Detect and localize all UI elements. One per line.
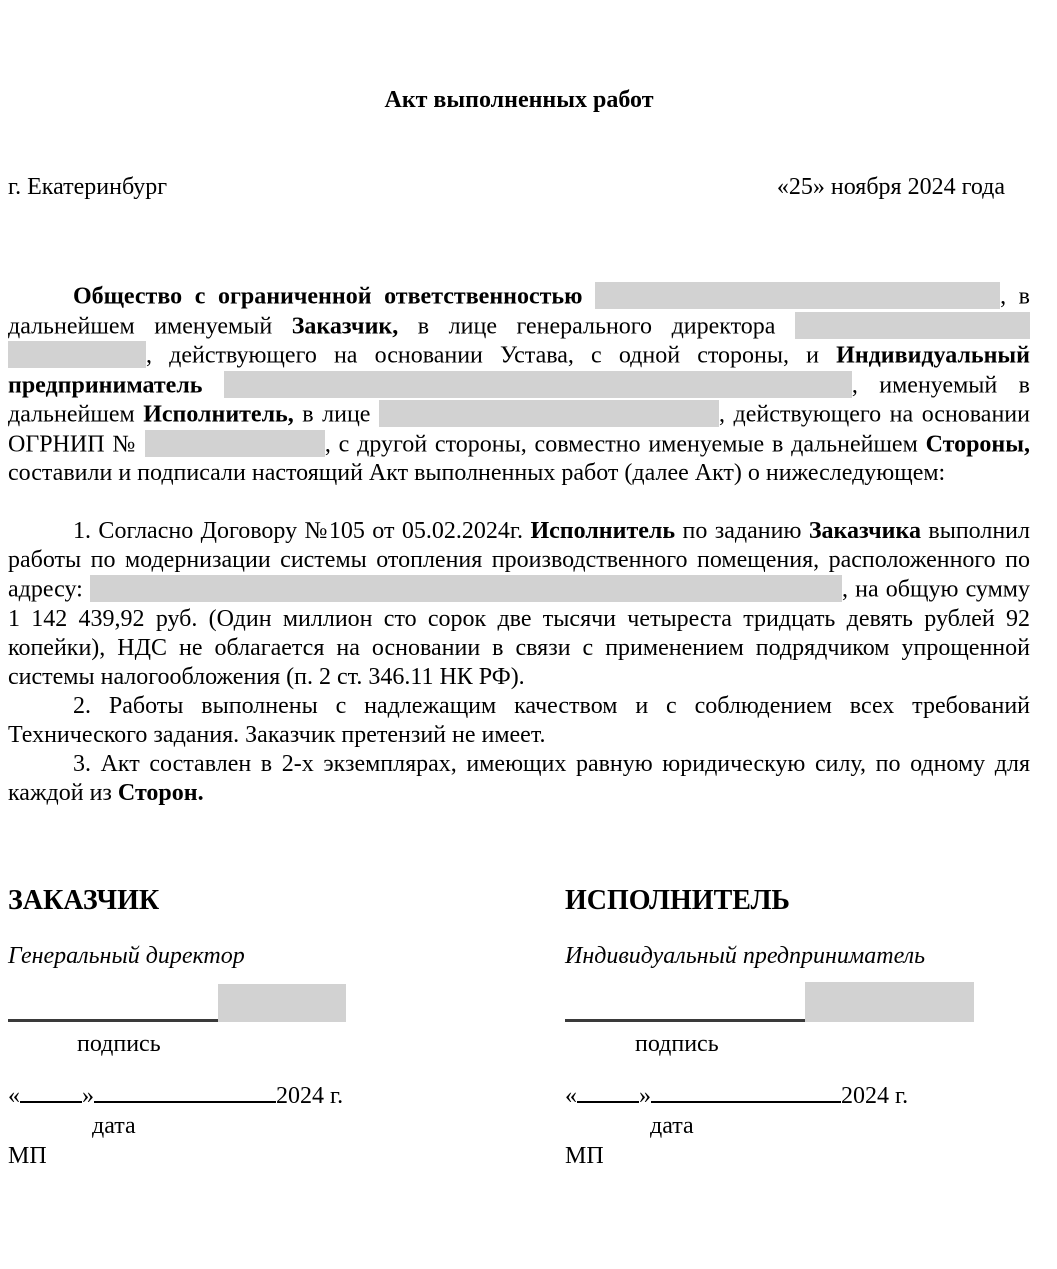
bold-text-run: Заказчика [808, 518, 921, 544]
text-run: в лице генерального директора [398, 313, 795, 339]
contractor-signature-line [565, 1019, 805, 1022]
contractor-month-blank [651, 1100, 841, 1103]
quote-close: » [639, 1082, 651, 1109]
text-run: 1. Согласно Договору №105 от 05.02.2024г. [73, 518, 531, 544]
text-run: 3. Акт составлен в 2-х экземплярах, имеющих равную юридическую силу, по одному для каждой из [8, 750, 1030, 806]
document-date: «25» ноября 2024 года [776, 174, 1005, 200]
customer-signature-block [8, 884, 565, 1171]
customer-sign-caption: подпись [77, 1030, 161, 1057]
document-city: г. Екатеринбург [8, 174, 168, 200]
customer-date-row [8, 1082, 565, 1111]
customer-day-blank [20, 1100, 82, 1103]
customer-signature-line [8, 1019, 218, 1022]
contractor-date-row [565, 1082, 1030, 1111]
contractor-heading: ИСПОЛНИТЕЛЬ [565, 884, 790, 916]
contractor-date-caption: дата [650, 1112, 694, 1139]
bold-text-run: Индивидуальный предприниматель [8, 342, 1030, 398]
quote-open: « [8, 1082, 20, 1109]
document-title: Акт выполненных работ [384, 87, 654, 113]
redacted-director-name-1 [795, 312, 1030, 339]
redacted-entrepreneur-name [224, 371, 852, 398]
bold-text-run: Исполнитель [530, 518, 676, 544]
text-run: составили и подписали настоящий Акт выполненных работ (далее Акт) о нижеследующем: [8, 460, 946, 486]
city-date-row [8, 173, 1030, 202]
contractor-role: Индивидуальный предприниматель [565, 942, 926, 969]
contractor-day-blank [577, 1100, 639, 1103]
contractor-sign-caption: подпись [635, 1030, 719, 1057]
item-1-paragraph [8, 517, 1030, 692]
item-2-paragraph [8, 692, 1030, 750]
quote-open: « [565, 1082, 577, 1109]
text-run: в лице [293, 401, 379, 428]
bold-text-run: Сторон. [117, 779, 204, 806]
text-run: по заданию [675, 518, 809, 544]
customer-heading: ЗАКАЗЧИК [8, 884, 160, 916]
numbered-items [8, 517, 1030, 808]
contractor-signature-block [565, 884, 1030, 1171]
text-run: , в дальнейшем именуемый [8, 283, 1030, 339]
text-run: , именуемый в дальнейшем [8, 372, 1030, 428]
contractor-signature-row [565, 982, 1030, 1022]
text-run: выполнил работы по модернизации системы отопления производственного помещения, расположенного по адресу: [8, 518, 1030, 603]
customer-stamp-label: МП [8, 1142, 47, 1169]
bold-text-run: Заказчик, [291, 313, 399, 339]
redacted-customer-signature [218, 984, 346, 1022]
redacted-address [90, 575, 842, 602]
customer-role: Генеральный директор [8, 942, 245, 969]
redacted-representative-name [379, 400, 719, 427]
redacted-ogrnip-number [145, 430, 325, 457]
signature-section [8, 884, 1030, 1171]
bold-text-run: Исполнитель, [143, 401, 294, 428]
intro-paragraph [8, 282, 1030, 488]
quote-close: » [82, 1082, 94, 1109]
contractor-stamp-label: МП [565, 1142, 604, 1169]
text-run: 2. Работы выполнены с надлежащим качеством и с соблюдением всех требований Технического задания. Заказчик претензий не имеет. [8, 692, 1030, 748]
customer-signature-row [8, 982, 565, 1022]
text-run: , на общую сумму 1 142 439,92 руб. (Один миллион сто сорок две тысячи четыреста тридцать девять рублей 92 копейки), НДС не облагается на основании в связи с применением подрядчиком упрощенной системы налогообложения (п. 2 ст. 346.11 НК РФ). [8, 576, 1030, 690]
item-3-paragraph [8, 750, 1030, 808]
redacted-contractor-signature [805, 982, 974, 1022]
customer-date-caption: дата [92, 1112, 136, 1139]
bold-text-run: Стороны, [925, 431, 1030, 457]
redacted-director-name-2 [8, 341, 146, 368]
text-run: , действующего на основании Устава, с одной стороны, и [146, 342, 837, 369]
customer-year-text: 2024 г. [276, 1082, 344, 1109]
bold-text-run: Общество с ограниченной ответственностью [73, 283, 596, 310]
redacted-company-name [595, 282, 1000, 309]
text-run: , с другой стороны, совместно именуемые в дальнейшем [324, 431, 926, 457]
text-run: , действующего на основании ОГРНИП № [8, 401, 1030, 457]
customer-month-blank [94, 1100, 276, 1103]
text-run [202, 372, 223, 398]
contractor-year-text: 2024 г. [841, 1082, 909, 1109]
